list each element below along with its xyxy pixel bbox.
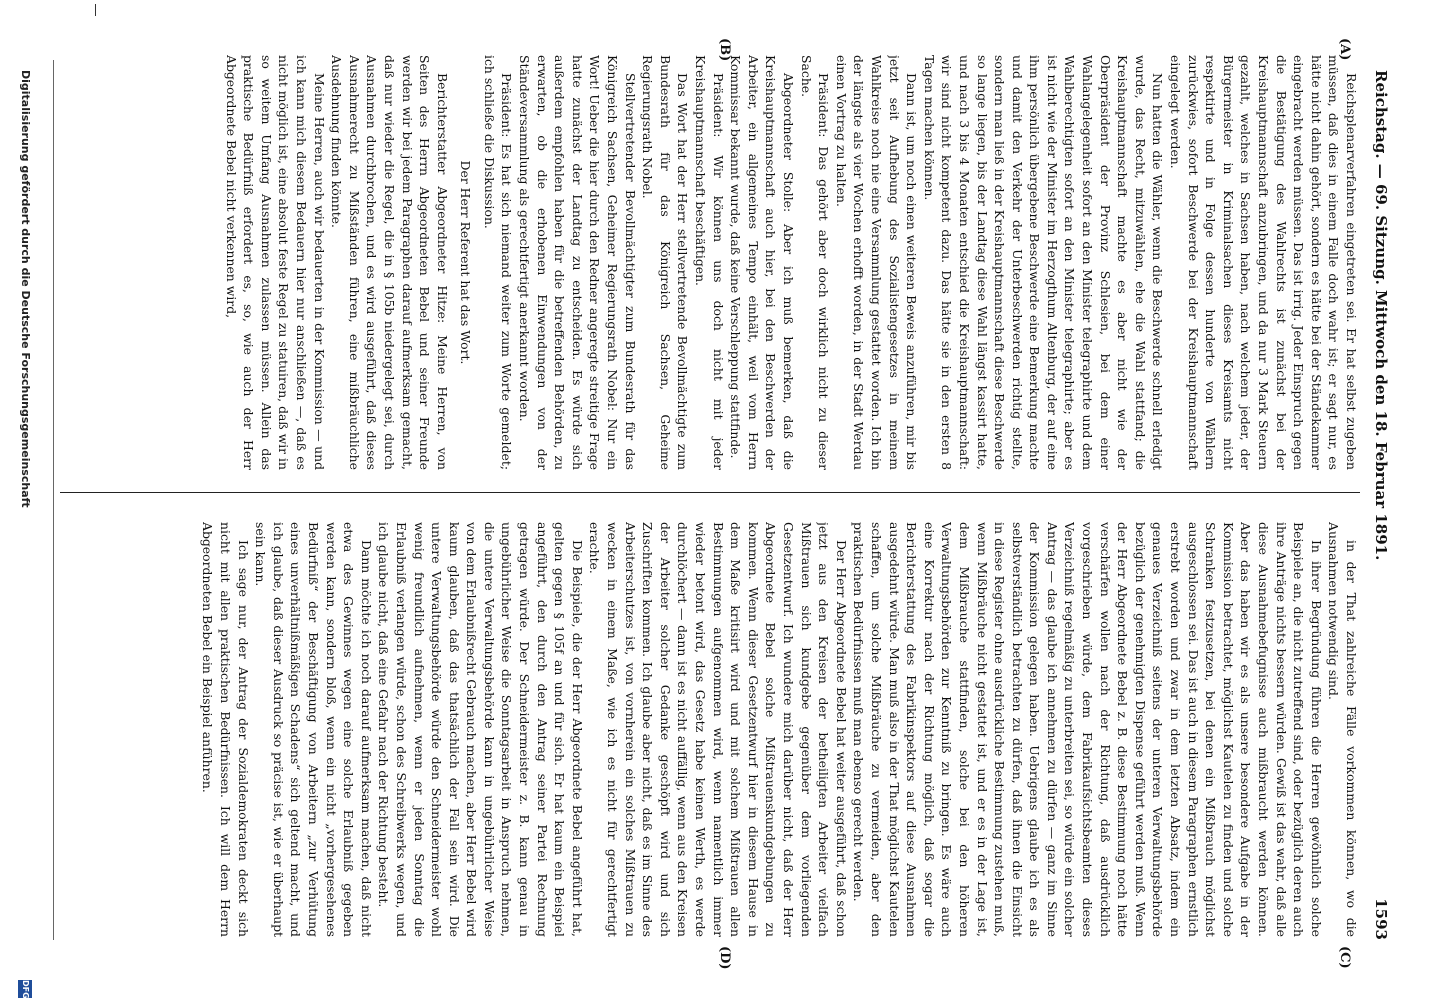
- paragraph: Berichterstatter Abgeordneter Hitze: Meine Herren, von Seiten des Herrn Abgeordneten Bebel und seiner Freunde werden wir bei jedem Paragraphen darauf aufmerksam gemacht, daß nur wieder die Regel, die in § 105b niedergelegt sei, durch Ausnahmen durchbrochen, und es wird ausgeführt, daß dieses Ausnahmerecht zu Mißständen führen, eine mißbräuchliche Ausdehnung finden könnte.: [329, 55, 450, 470]
- paragraph: Der Herr Referent hat das Wort.: [458, 160, 474, 365]
- left-column: [60, 55, 1360, 470]
- paragraph: Meine Herren, auch wir bedauerten in der Kommission — und ich kann mich diesem Bedauern hier nur anschließen —, daß es nicht möglich ist, eine absolut feste Regel zu statuiren, daß wir in so weitem Umfang Ausnahmen zulassen müssen. Allein das praktische Bedürfniß erfordert es, so, wie auch der Herr Abgeordnete Bebel nicht verkennen wird,: [223, 55, 327, 470]
- paragraph: Dann ist, um noch einen weiteren Beweis anzuführen, mir bis jetzt seit Aufhebung des Sozialistengesetzes in meinem Wahlkreise noch nie eine Versammlung gestattet worden. Ich bin der längste als vier Wochen erhofft worden, in der Stadt Werdau einen Vortrag zu halten.: [833, 55, 920, 470]
- column-divider: [60, 492, 1360, 493]
- margin-marker-d: (D): [717, 946, 732, 970]
- page-header: [1366, 70, 1394, 940]
- paragraph: Die Beispiele, die der Herr Abgeordnete Bebel angeführt hat, gelten gegen § 105f an und für sich. Er hat kaum ein Beispiel angeführt, den durch den Antrag seiner Partei Rechnung getragen würde. Der Schneidermeister z. B. kann genau in ungebührlicher Weise die Sonntagsarbeit in Anspruch nehmen, die untere Verwaltungsbehörde kann in ungebührlicher Weise von dem Erlaubnißrecht Gebrauch machen, aber Herr Bebel wird kaum glauben, daß das thatsächlich der Fall sein wird. Die untere Verwaltungsbehörde würde den Schneidermeister wohl wenig freundlich aufnehmen, wenn er jeden Sonntag die Erlaubniß verlangen würde, schon des Schreibwerks wegen, und ich glaube nicht, daß eine Gefahr nach der Richtung besteht.: [376, 522, 585, 937]
- dfg-logo: DFG: [18, 980, 32, 998]
- paragraph: in der That zahlreiche Fälle vorkommen können, wo die Ausnahmen notwendig sind.: [1326, 522, 1359, 937]
- paragraph: Reichsplenarverfahren eingetreten sei. Er hat selbst zugeben müssen, daß dies in einem Falle doch wahr ist; er sagt nur, es hätte nicht dahin gehört, sondern es hätte bei der Ständekammer eingebracht werden müssen. Das ist irrig. Jeder Einspruch gegen die Bestätigung des Wahlrechts ist zunächst bei der Kreishauptmannschaft anzubringen, und da nur 3 Mark Steuern gezahlt, welches in Sachsen haben, nach welchem jeder, der Bürgermeister in Kriminalsachen dieses Kreisamts nicht respektirte und in Folge dessen hunderte von Wählern zurückwies, sofort Beschwerde bei der Kreishauptmannschaft eingelegt werden.: [1168, 55, 1359, 470]
- paragraph: Stellvertretender Bevollmächtigter zum Bundesrath für das Königreich Sachsen, Geheimer Regierungsrath Nobel: Nur ein Wort! Ueber die hier durch den Redner angeregte streitige Frage hatte zunächst der Landtag zu entscheiden. Es würde sich außerdem empfohlen haben für die betreffenden Behörden, zu erwarten, ob die erhobenen Einwendungen von der Ständeversammlung als gerechtfertigt anerkannt worden.: [517, 55, 638, 470]
- margin-marker-b: (B): [717, 38, 732, 62]
- digitization-credit: Digitalisierung gefördert durch die Deutsche Forschungsgemeinschaft: [19, 70, 32, 508]
- paragraph: Präsident: Das gehört aber doch wirklich nicht zu dieser Sache.: [798, 55, 832, 470]
- paragraph: Ich sage nur, der Antrag der Sozialdemokraten deckt sich nicht mit allen praktischen Bedürfnissen. Ich will dem Herrn Abgeordneten Bebel ein Beispiel anführen.: [200, 522, 251, 937]
- paragraph: Präsident: Es hat sich niemand weiter zum Worte gemeldet; ich schließe die Diskussion.: [481, 55, 515, 470]
- paragraph: Nun hatten die Wähler, wenn die Beschwerde schnell erledigt wurde, das Recht, mitzuwählen, ehe die Wahl stattfand; die Kreishauptmannschaft machte es aber nicht wie der Oberpräsident der Provinz Schlesien, bei dem einer Wahlangelegenheit sofort an den Minister telegraphirte und dem Wahlberechtigten sofort an den Minister telegraphirte; aber es ist nicht wie der Minister im Herzogthum Altenburg, der auf eine ihm persönlich übergebene Beschwerde eine Bemerkung machte und damit den Verkehr der Unterbeschwerden richtig stellte, sondern man ließ in der Kreishauptmannschaft diese Beschwerde so lange liegen, bis der Landtag diese Wahl längst kassirt hatte, und nach 3 bis 4 Monaten entschied die Kreishauptmannschaft: wir sind nicht kompetent dazu. Das hätte sie in den ersten 8 Tagen machen können.: [921, 55, 1166, 470]
- right-column: [60, 522, 1360, 937]
- paragraph: Der Herr Abgeordnete Bebel hat weiter ausgeführt, daß schon jetzt aus den Kreisen der betheiligten Arbeiter vielfach Mißtrauen sich kundgebe gegenüber dem vorliegenden Gesetzentwurf. Ich wundere mich darüber nicht, daß der Herr Abgeordnete Bebel solche Mißtrauenskundgebungen zu kommen. Wenn dieser Gesetzentwurf hier in diesem Hause in dem Maße kritisirt wird und mit solchem Mißtrauen allen Bestimmungen aufgenommen wird, wenn namentlich immer wieder betont wird, das Gesetz habe keinen Werth, es werde durchlöchert — dann ist es nicht auffällig, wenn aus den Kreisen der Arbeiter solcher Gedanke geschöpft wird und sich Zuschriften kommen. Ich glaube aber nicht, daß es im Sinne des Arbeiterschutzes ist, von vornherein ein solches Mißtrauen zu wecken in einem Maße, wie ich es nicht für gerechtfertigt erachte.: [587, 522, 849, 937]
- corner-mark: [95, 4, 96, 16]
- page-number: 1593: [1372, 898, 1390, 940]
- paragraph: Abgeordneter Stolle: Aber ich muß bemerken, daß die Kreishauptmannschaft auch hier, bei den Beschwerden der Arbeiter, ein allgemeines Tempo einhält, weil vom Herrn Kommissar bekannt wurde, daß keine Verschleppung stattfinde.: [728, 55, 796, 470]
- running-header: Reichstag. — 69. Sitzung. Mittwoch den 18. Februar 1891.: [1372, 70, 1390, 561]
- paragraph: Präsident: Wir können uns doch nicht mit jeder Kreishauptmannschaft beschäftigen.: [693, 55, 726, 470]
- paragraph: In ihrer Begründung führen die Herren gewöhnlich solche Beispiele an, die nicht zutreffend sind, oder bezüglich deren auch ihre Anträge nichts bessern würden. Gewiß ist das wahr, daß alle diese Ausnahmebefugnisse auch mißbraucht werden können. Aber das haben wir es als unsere besondere Aufgabe in der Kommission betrachtet, möglichst Kautelen zu finden und solche Schranken festzusetzen, bei denen ein Mißbrauch möglichst ausgeschlossen sei. Das ist auch in diesem Paragraphen ernstlich erstrebt worden und zwar in dem letzten Absatz, indem ein genaues Verzeichniß seitens der unteren Verwaltungsbehörde bezüglich der genehmigten Dispense geführt werden muß. Wenn der Herr Abgeordnete Bebel z. B. diese Bestimmung noch hätte verschärfen wollen nach der Richtung, daß ausdrücklich vorgeschrieben würde, dem Fabrikaufsichtsbeamten dieses Verzeichniß regelmäßig zu unterbreiten sei, so würde ein solcher Antrag — das glaube ich annehmen zu dürfen — ganz im Sinne der Kommission gelegen haben. Uebrigens glaube ich es als selbstverständlich betrachten zu dürfen, daß ihnen die Einsicht in diese Register ohne ausdrückliche Bestimmung zustehen muß, wenn Mißbräuche nicht gestattet ist, und er es in der Lage ist, dem Mißbrauche stattfinden, solche bei den höheren Verwaltungsbehörden zur Kenntniß zu bringen. Es wäre auch eine Korrektur nach der Richtung möglich, daß sogar die Berichterstattung des Fabrikinspektors auf diese Ausnahmen ausgedehnt würde. Man muß also in der That möglichst Kautelen schaffen, um solche Mißbräuche zu vermeiden, aber den praktischen Bedürfnissen muß man ebenso gerecht werden.: [851, 522, 1324, 937]
- paragraph: Das Wort hat der Herr stellvertretende Bevollmächtigte zum Bundesrath für das Königreich Sachsen, Geheime Regierungsrath Nobel.: [640, 55, 691, 470]
- paragraph: Dann möchte ich noch darauf aufmerksam machen, daß nicht etwa des Gewinnes wegen eine solche Erlaubniß gegeben werden kann, sondern bloß, wenn ein nicht „vorhergesehenes Bedürfniß“ der Beschäftigung von Arbeitern „zur Verhütung eines unverhältnißmäßigen Schadens“ sich geltend macht, und ich glaube, daß dieser Ausdruck so präcise ist, wie er überhaupt sein kann.: [253, 522, 374, 937]
- bottom-rule: [53, 60, 54, 940]
- margin-marker-a: (A): [1337, 38, 1352, 61]
- margin-marker-c: (C): [1337, 946, 1352, 969]
